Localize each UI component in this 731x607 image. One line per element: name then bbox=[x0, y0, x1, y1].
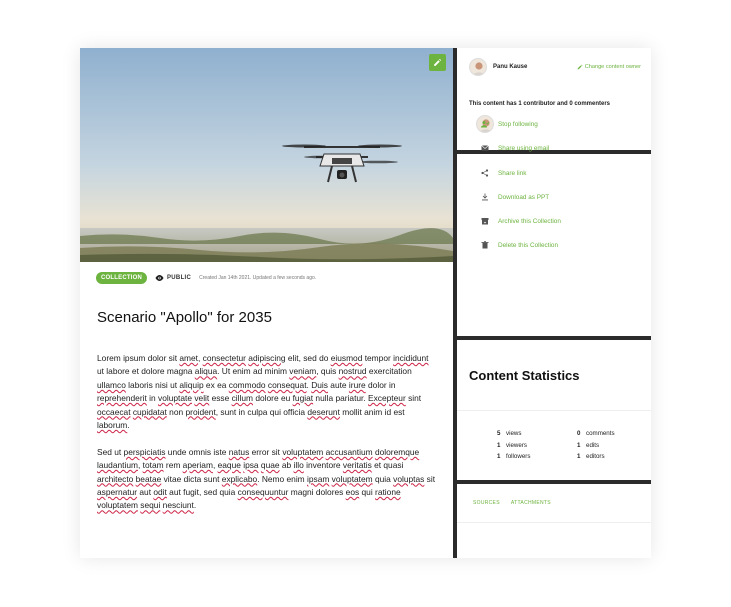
spellcheck-word: voluptatem bbox=[97, 500, 138, 511]
text-run: ex ea bbox=[203, 379, 229, 390]
spellcheck-word: adipiscing bbox=[248, 353, 286, 363]
download-icon bbox=[481, 193, 489, 201]
text-run: ab bbox=[279, 460, 294, 471]
spellcheck-word: ratione bbox=[375, 487, 401, 498]
action-label: Download as PPT bbox=[498, 193, 550, 201]
spellcheck-word: velit bbox=[194, 393, 210, 404]
action-stop-following[interactable] bbox=[481, 120, 538, 128]
text-run: vitae dicta sunt bbox=[161, 473, 222, 484]
main-column bbox=[80, 48, 453, 558]
meta-row bbox=[96, 270, 316, 286]
action-label: Stop following bbox=[498, 120, 538, 128]
spellcheck-word: voluptate bbox=[158, 393, 193, 404]
text-run: tempor bbox=[362, 353, 394, 363]
stat-value: 1 bbox=[577, 453, 581, 461]
stat-comments bbox=[577, 430, 657, 437]
spellcheck-word: cillum bbox=[231, 393, 254, 404]
stats-title: Content Statistics bbox=[469, 368, 580, 383]
text-run: in bbox=[146, 393, 159, 404]
text-run: aut fugit, sed quia bbox=[166, 487, 238, 498]
change-owner-label: Change content owner bbox=[584, 64, 641, 70]
visibility-label: PUBLIC bbox=[167, 275, 192, 281]
archive-icon bbox=[481, 217, 489, 225]
text-run: et quasi bbox=[371, 460, 404, 471]
stat-label: editors bbox=[586, 453, 605, 461]
text-run: inventore bbox=[303, 460, 343, 471]
text-run: esse bbox=[209, 393, 232, 404]
spellcheck-word: eaque bbox=[217, 460, 241, 471]
owner-name: Panu Kause bbox=[493, 64, 528, 70]
spellcheck-word: reprehenderit bbox=[97, 393, 147, 404]
text-run: sit bbox=[424, 473, 436, 484]
text-run: exercitation bbox=[366, 366, 412, 377]
spellcheck-word: nesciunt bbox=[162, 500, 194, 511]
stat-viewers bbox=[497, 442, 577, 449]
content-card bbox=[80, 48, 651, 558]
text-run: rem bbox=[163, 460, 183, 471]
spellcheck-word: laudantium bbox=[97, 460, 138, 471]
action-label: Delete this Collection bbox=[498, 241, 559, 249]
stats-separator bbox=[457, 410, 651, 411]
created-date: Created Jan 14th 2021. Updated a few seconds ago. bbox=[199, 275, 317, 281]
stat-label: edits bbox=[586, 441, 600, 449]
spellcheck-word: nostrud bbox=[338, 366, 367, 377]
text-run: elit, sed do bbox=[285, 353, 331, 363]
spellcheck-word: consequat bbox=[267, 379, 307, 390]
text-run: . bbox=[127, 420, 130, 431]
spellcheck-word: fugiat bbox=[292, 393, 314, 404]
actions-list bbox=[457, 120, 651, 336]
collection-badge: COLLECTION bbox=[96, 272, 147, 284]
stat-followers bbox=[497, 453, 577, 460]
text-run: nulla pariatur. bbox=[313, 393, 369, 404]
spellcheck-word: perspiciatis bbox=[123, 446, 166, 457]
stat-label: followers bbox=[506, 453, 531, 461]
owner-section bbox=[457, 48, 651, 150]
stat-label: views bbox=[506, 430, 522, 438]
action-label: Share using email bbox=[498, 144, 550, 152]
person-check-icon bbox=[481, 120, 489, 128]
stat-value: 0 bbox=[577, 430, 581, 438]
spellcheck-word: cupidatat bbox=[132, 406, 167, 417]
action-share-using-email[interactable] bbox=[481, 144, 549, 152]
stat-row bbox=[497, 428, 657, 440]
spellcheck-word: illo bbox=[293, 460, 304, 471]
text-run: unde omnis iste bbox=[165, 446, 229, 457]
hero-image bbox=[80, 48, 453, 262]
pencil-icon bbox=[577, 64, 583, 70]
spellcheck-word: voluptatem bbox=[282, 446, 324, 457]
pencil-icon bbox=[433, 58, 442, 67]
spellcheck-word: proident bbox=[185, 406, 216, 417]
spellcheck-word: explicabo bbox=[221, 473, 258, 484]
body-paragraph bbox=[97, 446, 437, 513]
text-run: aut bbox=[137, 487, 154, 498]
spellcheck-word: commodo bbox=[228, 379, 266, 390]
text-run: error sit bbox=[249, 446, 283, 457]
stat-views bbox=[497, 430, 577, 437]
section-divider bbox=[457, 336, 651, 340]
visibility-indicator bbox=[155, 275, 191, 281]
spellcheck-word: aperiam bbox=[182, 460, 213, 471]
spellcheck-word: veniam bbox=[289, 366, 317, 377]
text-run: Sed ut bbox=[97, 446, 124, 457]
spellcheck-word: voluptatem bbox=[331, 473, 373, 484]
contributors-summary: This content has 1 contributor and 0 commenters bbox=[469, 101, 611, 107]
spellcheck-word: incididunt bbox=[393, 353, 429, 363]
spellcheck-word: sequi bbox=[140, 500, 161, 511]
action-delete-this-collection[interactable] bbox=[481, 241, 558, 249]
spellcheck-word: aliquip bbox=[179, 379, 204, 390]
action-label: Share link bbox=[498, 169, 527, 177]
text-run: mollit anim id est bbox=[339, 406, 405, 417]
text-run: sint bbox=[405, 393, 422, 404]
spellcheck-word: eiusmod bbox=[330, 353, 363, 363]
tab-attachments[interactable]: ATTACHMENTS bbox=[510, 500, 551, 506]
body-paragraph bbox=[97, 352, 437, 432]
stat-row bbox=[497, 440, 657, 452]
stats-grid bbox=[497, 428, 657, 463]
stat-label: viewers bbox=[506, 441, 527, 449]
text-run: magni dolores bbox=[288, 487, 346, 498]
spellcheck-word: totam bbox=[142, 460, 164, 471]
spellcheck-word: ipsam bbox=[307, 473, 330, 484]
stat-label: comments bbox=[586, 430, 615, 438]
text-run: qui bbox=[359, 487, 376, 498]
tabs-separator bbox=[457, 522, 651, 523]
spellcheck-word: irure bbox=[348, 379, 366, 390]
share-icon bbox=[481, 169, 489, 177]
action-download-as-ppt[interactable] bbox=[481, 193, 549, 201]
text-run: laboris nisi ut bbox=[125, 379, 180, 390]
envelope-icon bbox=[481, 144, 489, 152]
text-run: . bbox=[193, 500, 197, 511]
text-run: aute bbox=[327, 379, 349, 390]
stat-editors bbox=[577, 453, 657, 460]
spellcheck-word: eos bbox=[345, 487, 360, 498]
text-run: , bbox=[212, 460, 218, 471]
eye-icon bbox=[155, 275, 164, 281]
spellcheck-word: ullamco bbox=[97, 379, 126, 390]
tab-sources[interactable]: SOURCES bbox=[473, 500, 500, 506]
owner-avatar bbox=[469, 58, 487, 76]
text-run: , quis bbox=[316, 366, 339, 377]
change-owner-link[interactable] bbox=[577, 64, 641, 70]
spellcheck-word: amet bbox=[179, 353, 199, 363]
spellcheck-word: consectetur bbox=[202, 353, 246, 363]
spellcheck-word: voluptas bbox=[393, 473, 425, 484]
spellcheck-word: accusantium bbox=[325, 446, 373, 457]
spellcheck-word: doloremque bbox=[374, 446, 420, 457]
text-run: dolor in bbox=[365, 379, 396, 390]
trash-icon bbox=[481, 241, 489, 249]
action-archive-this-collection[interactable] bbox=[481, 217, 561, 225]
text-run: dolore eu bbox=[253, 393, 293, 404]
stat-value: 5 bbox=[497, 430, 501, 438]
spellcheck-word: aliqua bbox=[194, 366, 218, 377]
stat-value: 1 bbox=[497, 441, 501, 449]
spellcheck-word: consequuntur bbox=[237, 487, 289, 498]
text-run: . Nemo enim bbox=[257, 473, 307, 484]
body-text bbox=[97, 352, 437, 526]
spellcheck-word: quae bbox=[260, 460, 280, 471]
text-run: ut labore et dolore magna bbox=[97, 366, 195, 377]
text-run: , bbox=[198, 353, 203, 363]
stat-row bbox=[497, 451, 657, 463]
edit-button[interactable] bbox=[429, 54, 446, 71]
spellcheck-word: veritatis bbox=[342, 460, 372, 471]
stat-value: 1 bbox=[497, 453, 501, 461]
spellcheck-word: beatae bbox=[135, 473, 162, 484]
action-share-link[interactable] bbox=[481, 169, 526, 177]
spellcheck-word: Excepteur bbox=[368, 393, 406, 404]
text-run: . bbox=[306, 379, 312, 390]
section-divider bbox=[457, 480, 651, 484]
owner-row bbox=[469, 58, 641, 76]
stat-value: 1 bbox=[577, 441, 581, 449]
spellcheck-word: aspernatur bbox=[97, 487, 138, 498]
text-run: , sunt in culpa qui officia bbox=[215, 406, 308, 417]
text-run: Lorem ipsum dolor sit bbox=[97, 353, 180, 363]
action-label: Archive this Collection bbox=[498, 217, 561, 225]
spellcheck-word: laborum bbox=[97, 420, 128, 431]
spellcheck-word: odit bbox=[153, 487, 167, 498]
stat-edits bbox=[577, 442, 657, 449]
text-run: non bbox=[166, 406, 186, 417]
spellcheck-word: deserunt bbox=[307, 406, 340, 417]
spellcheck-word: ipsa bbox=[243, 460, 259, 471]
text-run: , bbox=[137, 460, 143, 471]
page-title: Scenario "Apollo" for 2035 bbox=[97, 309, 272, 326]
spellcheck-word: occaecat bbox=[97, 406, 131, 417]
spellcheck-word: architecto bbox=[97, 473, 134, 484]
spellcheck-word: Duis bbox=[311, 379, 328, 390]
sidebar bbox=[457, 48, 651, 558]
text-run: quia bbox=[372, 473, 394, 484]
spellcheck-word: natus bbox=[228, 446, 250, 457]
tabs-bar bbox=[473, 500, 551, 506]
text-run: . Ut enim ad minim bbox=[217, 366, 290, 377]
